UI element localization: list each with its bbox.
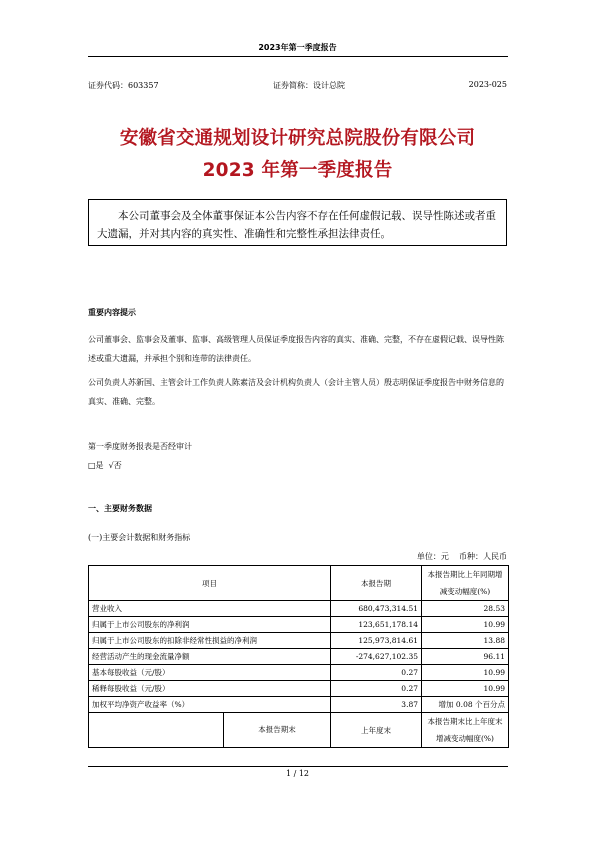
audit-question: 第一季度财务报表是否经审计 (88, 442, 192, 451)
notice-paragraph-2: 公司负责人苏新国、主管会计工作负责人陈素洁及会计机构负责人（会计主管人员）殷志明保证季度报告中财务信息的真实、准确、完整。 (88, 378, 504, 406)
table-header-row (89, 566, 509, 601)
row-item: 经营活动产生的现金流量净额 (89, 649, 331, 665)
row-item: 稀释每股收益（元/股） (89, 681, 331, 697)
company-title: 安徽省交通规划设计研究总院股份有限公司 (119, 128, 476, 149)
row-current: 3.87 (331, 697, 422, 713)
row-change: 10.99 (422, 665, 509, 681)
table-row (89, 649, 509, 665)
footer-rule (88, 766, 508, 767)
section-main-financial-data: 一、主要财务数据 (88, 504, 152, 513)
audit-no-checkbox: √否 (108, 461, 122, 470)
row-change: 13.88 (422, 633, 509, 649)
row-item: 归属于上市公司股东的净利润 (89, 617, 331, 633)
board-statement: 本公司董事会及全体董事保证本公告内容不存在任何虚假记载、误导性陈述或者重大遗漏，并对其内容的真实性、准确性和完整性承担法律责任。 (88, 199, 507, 246)
row-current: 680,473,314.51 (331, 601, 422, 617)
subsection-accounting-data: (一)主要会计数据和财务指标 (88, 533, 191, 542)
header-current-period: 本报告期 (331, 566, 422, 601)
report-title: 2023 年第一季度报告 (202, 160, 393, 181)
stock-code: 证券代码：603357 (88, 81, 159, 90)
stock-abbreviation: 证券简称：设计总院 (273, 81, 345, 90)
audit-answer (88, 460, 122, 471)
row-change: 96.11 (422, 649, 509, 665)
table-row (89, 681, 509, 697)
important-notice-heading: 重要内容提示 (88, 308, 136, 317)
row-change: 28.53 (422, 601, 509, 617)
notice-paragraph-1: 公司董事会、监事会及董事、监事、高级管理人员保证季度报告内容的真实、准确、完整，不存在虚假记载、误导性陈述或重大遗漏，并承担个别和连带的法律责任。 (88, 335, 504, 363)
header-change: 本报告期比上年同期增减变动幅度(%) (422, 566, 509, 601)
unit-note: 单位：元 币种：人民币 (416, 552, 507, 561)
table-row (89, 601, 509, 617)
row-current: 123,651,178.14 (331, 617, 422, 633)
row-current: 0.27 (331, 681, 422, 697)
header-prev-year-end: 上年度末 (331, 713, 422, 748)
row-change: 10.99 (422, 617, 509, 633)
row-change: 10.99 (422, 681, 509, 697)
header-rule (88, 56, 508, 57)
table-row (89, 665, 509, 681)
announcement-number: 2023-025 (468, 80, 507, 89)
financial-table (88, 565, 509, 748)
running-header: 2023年第一季度报告 (258, 43, 337, 52)
table-row (89, 633, 509, 649)
table-header-row-balance (89, 713, 509, 748)
row-item: 基本每股收益（元/股） (89, 665, 331, 681)
table-row (89, 617, 509, 633)
page-number: 1 / 12 (285, 769, 310, 778)
header-period-end: 本报告期末 (223, 713, 330, 747)
row-current: 125,973,814.61 (331, 633, 422, 649)
audit-yes-checkbox: □是 (88, 461, 104, 470)
row-item: 归属于上市公司股东的扣除非经常性损益的净利润 (89, 633, 331, 649)
row-current: -274,627,102.35 (331, 649, 422, 665)
header-balance-change: 本报告期末比上年度末增减变动幅度(%) (422, 713, 509, 748)
row-change: 增加 0.08 个百分点 (422, 697, 509, 713)
row-item: 加权平均净资产收益率（%） (89, 697, 331, 713)
balance-header-split (89, 713, 330, 747)
row-item: 营业收入 (89, 601, 331, 617)
table-row (89, 697, 509, 713)
header-item: 项目 (89, 566, 331, 601)
row-current: 0.27 (331, 665, 422, 681)
